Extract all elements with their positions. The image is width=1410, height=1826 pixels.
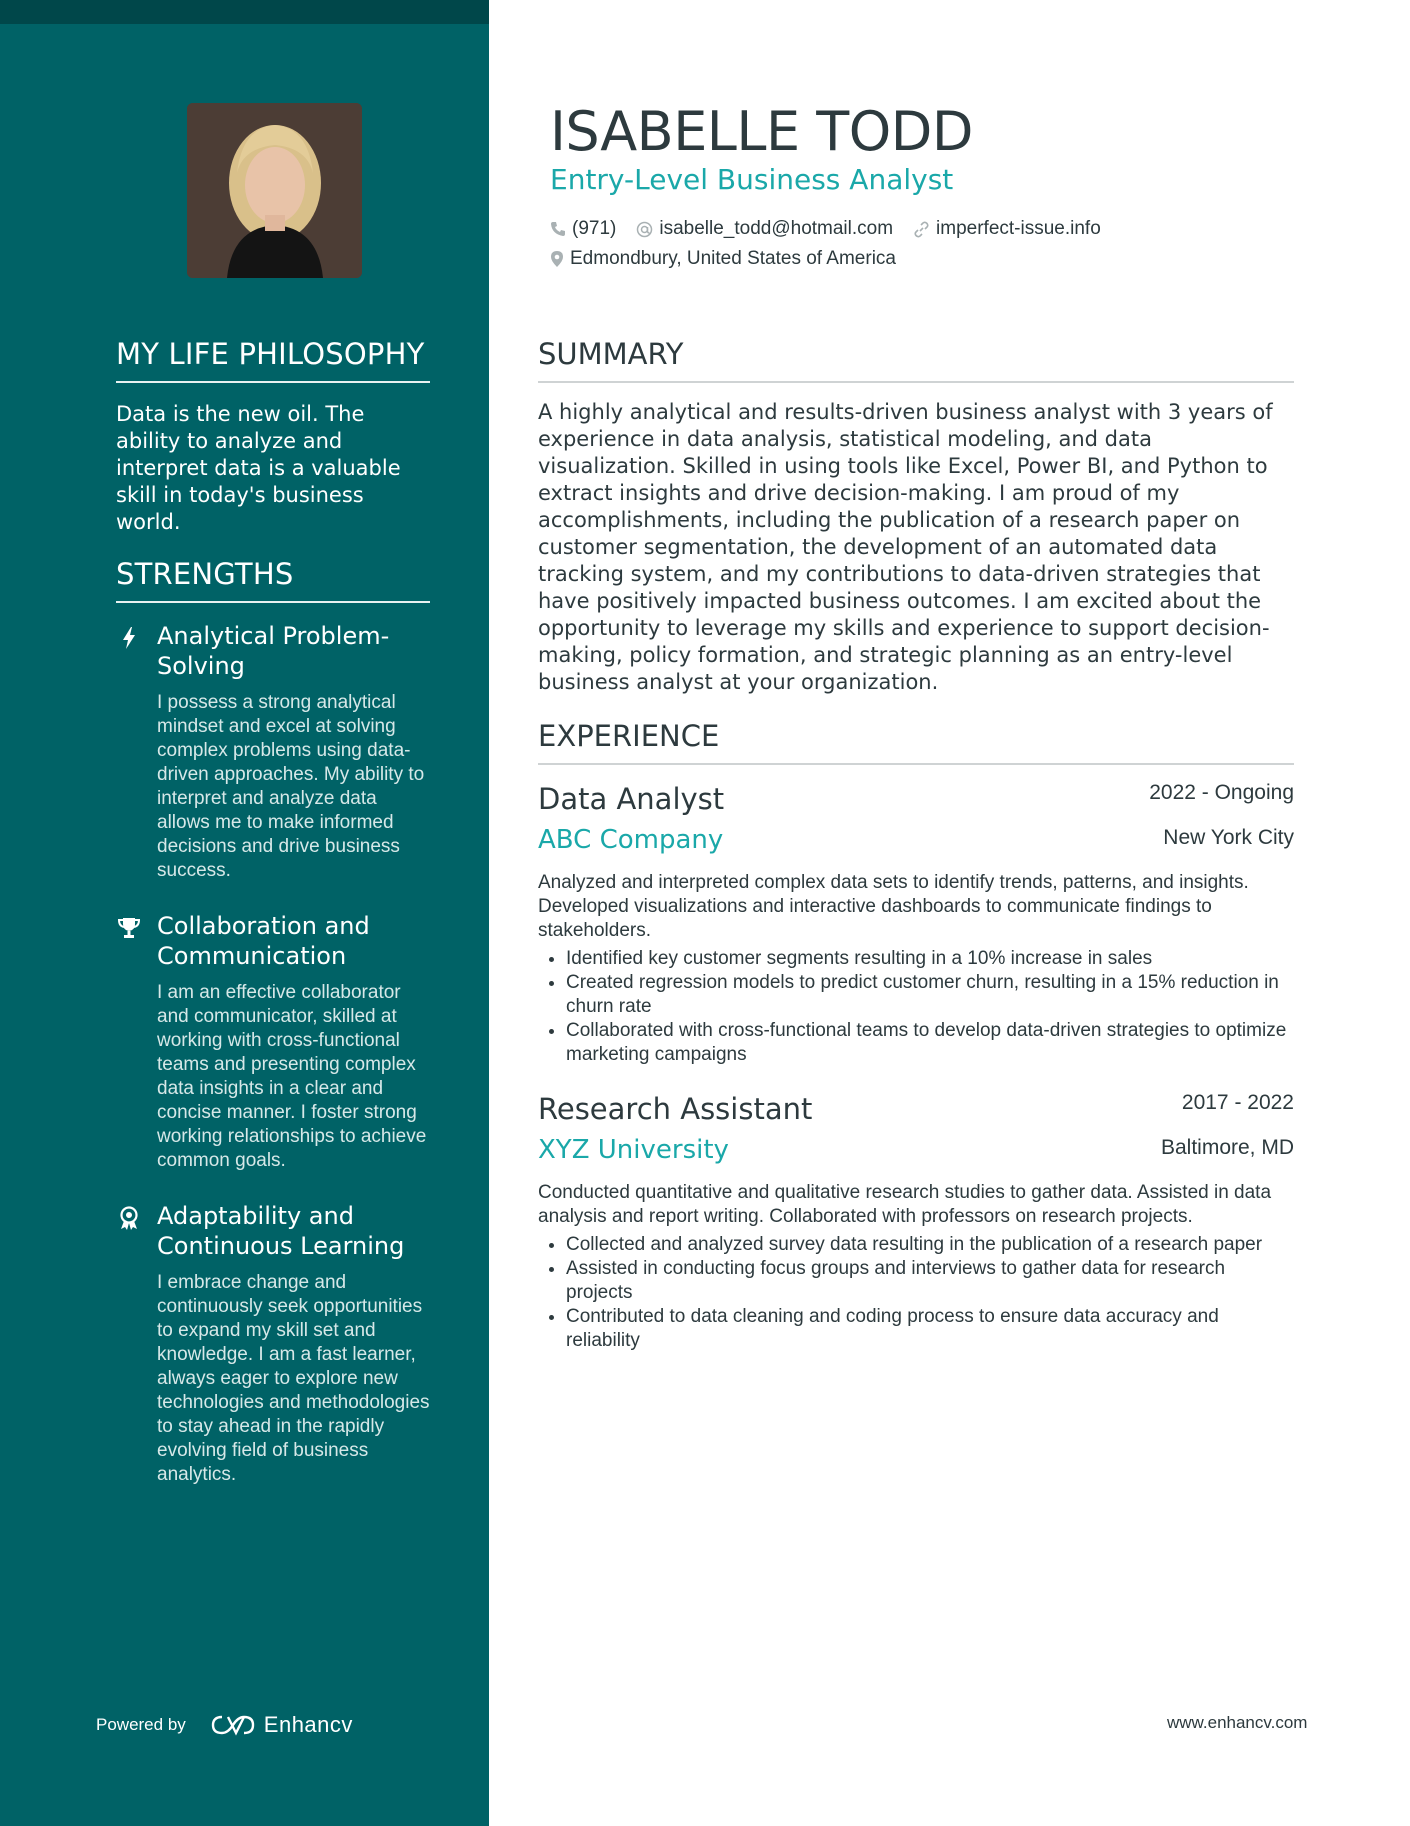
strength-item bbox=[116, 911, 430, 1173]
strength-title: Collaboration and Communication bbox=[157, 912, 370, 970]
job-bullets bbox=[538, 1233, 1294, 1353]
summary-section bbox=[538, 337, 1294, 696]
contact-phone[interactable] bbox=[550, 218, 616, 240]
job-bullet: • Assisted in conducting focus groups and interviews to gather data for research projects bbox=[566, 1257, 1294, 1305]
job-bullet: • Contributed to data cleaning and coding process to ensure data accuracy and reliability bbox=[566, 1305, 1294, 1353]
award-icon bbox=[116, 1205, 142, 1231]
job-dates: 2022 - Ongoing bbox=[1149, 781, 1294, 804]
job-company: ABC Company bbox=[538, 825, 724, 855]
phone-icon bbox=[550, 221, 566, 237]
contact-row-location bbox=[550, 248, 916, 270]
powered-by bbox=[96, 1710, 353, 1740]
job-company: XYZ University bbox=[538, 1135, 729, 1165]
website-text: imperfect-issue.info bbox=[936, 218, 1101, 239]
summary-heading: SUMMARY bbox=[538, 337, 1294, 383]
philosophy-text: Data is the new oil. The ability to analyze and interpret data is a valuable skill in today's business world. bbox=[116, 402, 401, 534]
job-description: Analyzed and interpreted complex data sets to identify trends, patterns, and insights. Developed visualizations and interactive dashboards to communicate findings to stakeholders. bbox=[538, 872, 1249, 941]
job-description: Conducted quantitative and qualitative research studies to gather data. Assisted in data analysis and report writing. Collaborated with professors on research projects. bbox=[538, 1182, 1272, 1227]
job-bullet: • Collected and analyzed survey data resulting in the publication of a research paper bbox=[566, 1233, 1294, 1257]
experience-entry bbox=[538, 1089, 1294, 1353]
contact-website[interactable] bbox=[913, 218, 1101, 240]
bolt-icon bbox=[116, 625, 142, 651]
job-role: Research Assistant bbox=[538, 1092, 813, 1126]
strength-item bbox=[116, 1201, 430, 1487]
enhancv-logo-icon bbox=[210, 1713, 256, 1737]
job-dates: 2017 - 2022 bbox=[1181, 1091, 1294, 1114]
powered-by-label: Powered by bbox=[96, 1715, 186, 1734]
philosophy-heading: MY LIFE PHILOSOPHY bbox=[116, 337, 430, 383]
job-bullets bbox=[538, 947, 1294, 1067]
summary-text: A highly analytical and results-driven business analyst with 3 years of experience in data analysis, statistical modeling, and data visualization. Skilled in using tools like Excel, Power BI, and Python to extract insights and drive decision-making. I am proud of my accomplishments, including the publication of a research paper on customer segmentation, the development of an automated data tracking system, and my contributions to data-driven strategies that have positively impacted business outcomes. I am excited about the opportunity to leverage my skills and experience to support decision-making, policy formation, and strategic planning as an entry-level business analyst at your organization. bbox=[538, 400, 1273, 694]
philosophy-section bbox=[116, 337, 430, 536]
sidebar bbox=[0, 0, 489, 1826]
strength-description: I possess a strong analytical mindset and excel at solving complex problems using data-driven approaches. My ability to interpret and analyze data allows me to make informed decisions and drive business success. bbox=[157, 692, 425, 881]
job-location: Baltimore, MD bbox=[1160, 1136, 1294, 1159]
job-bullet: • Identified key customer segments resulting in a 10% increase in sales bbox=[566, 947, 1294, 971]
strength-title: Analytical Problem-Solving bbox=[157, 622, 390, 680]
location-text: Edmondbury, United States of America bbox=[570, 248, 896, 269]
strength-title: Adaptability and Continuous Learning bbox=[157, 1202, 405, 1260]
job-role: Data Analyst bbox=[538, 782, 725, 816]
trophy-icon bbox=[116, 915, 142, 941]
strengths-section bbox=[116, 557, 430, 1487]
candidate-name: ISABELLE TODD bbox=[550, 100, 973, 163]
strength-item bbox=[116, 621, 430, 883]
contact-row bbox=[550, 218, 1121, 240]
enhancv-wordmark: Enhancv bbox=[263, 1712, 353, 1737]
sidebar-top-bar bbox=[0, 0, 489, 24]
phone-text: (971) bbox=[572, 218, 617, 239]
job-bullet: • Created regression models to predict customer churn, resulting in a 15% reduction in churn rate bbox=[566, 971, 1294, 1019]
email-text: isabelle_todd@hotmail.com bbox=[659, 218, 894, 239]
enhancv-logo[interactable] bbox=[210, 1712, 353, 1738]
strength-description: I am an effective collaborator and communicator, skilled at working with cross-functional teams and presenting complex data insights in a clear and concise manner. I foster strong working relationships to achieve common goals. bbox=[157, 982, 427, 1171]
footer-url[interactable]: www.enhancv.com bbox=[1167, 1713, 1308, 1732]
strength-description: I embrace change and continuously seek opportunities to expand my skill set and knowledge. I am a fast learner, always eager to explore new technologies and methodologies to stay ahead in the rapidly evolving field of business analytics. bbox=[157, 1272, 430, 1485]
experience-heading: EXPERIENCE bbox=[538, 719, 1294, 765]
experience-entry bbox=[538, 779, 1294, 1067]
strengths-heading: STRENGTHS bbox=[116, 557, 430, 603]
link-icon bbox=[913, 221, 930, 238]
contact-email[interactable] bbox=[636, 218, 893, 240]
candidate-title: Entry-Level Business Analyst bbox=[550, 163, 954, 196]
job-location: New York City bbox=[1163, 826, 1294, 849]
location-pin-icon bbox=[550, 250, 564, 268]
profile-photo bbox=[187, 103, 362, 278]
at-icon bbox=[636, 221, 653, 238]
contact-location bbox=[550, 248, 896, 270]
job-bullet: • Collaborated with cross-functional teams to develop data-driven strategies to optimize marketing campaigns bbox=[566, 1019, 1294, 1067]
experience-section bbox=[538, 719, 1294, 1353]
